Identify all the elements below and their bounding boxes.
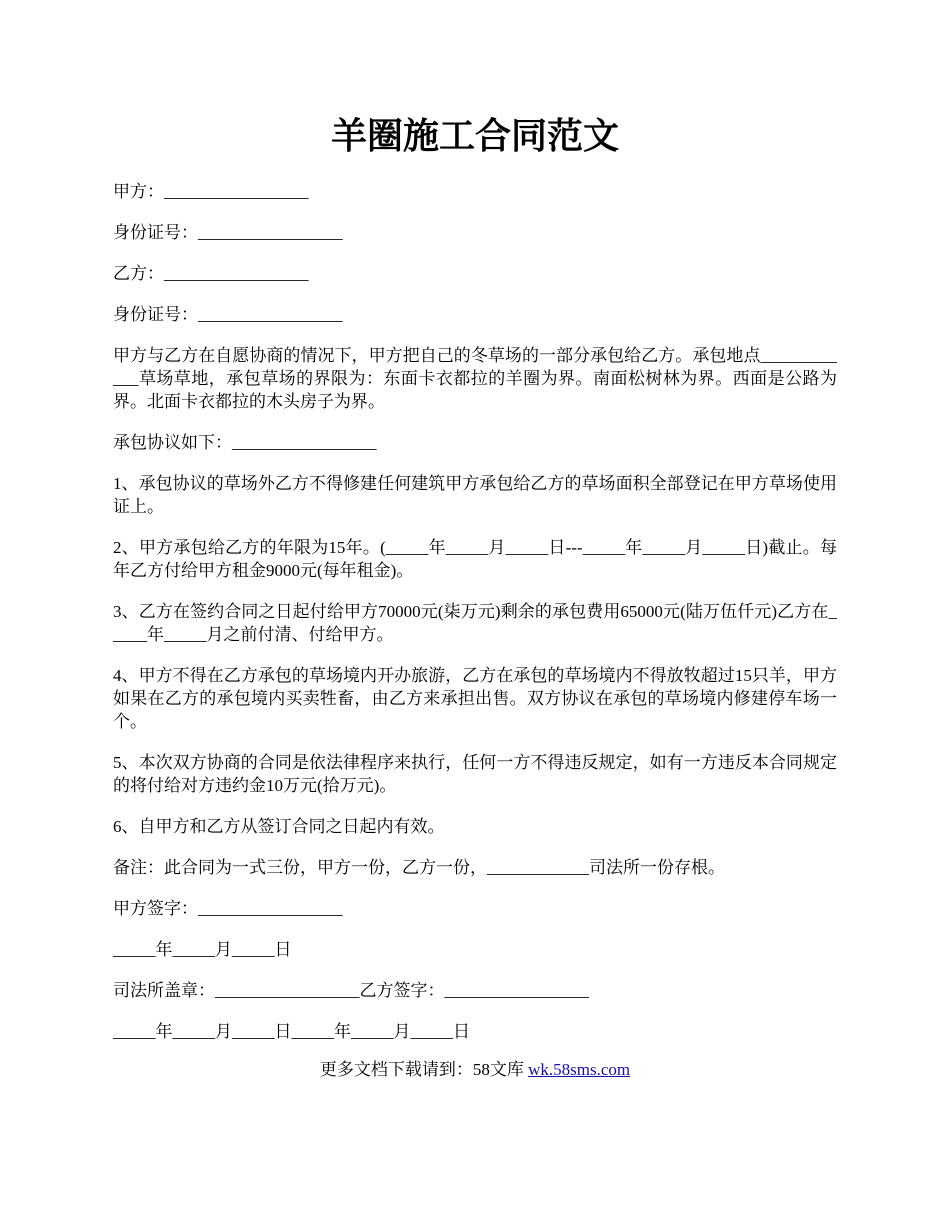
document-body — [113, 180, 837, 1061]
agreement-heading: 承包协议如下：_________________ — [113, 433, 377, 452]
seal-and-party-b-signature-line: 司法所盖章：_________________乙方签字：_________________ — [113, 981, 589, 1000]
clause-2: 2、甲方承包给乙方的年限为15年。(_____年_____月_____日---_____年_____月_____日)截止。每年乙方付给甲方租金9000元(每年租金)。 — [113, 538, 837, 580]
clause-1: 1、承包协议的草场外乙方不得修建任何建筑甲方承包给乙方的草场面积全部登记在甲方草场使用证上。 — [113, 474, 837, 516]
party-a-signature-line: 甲方签字：_________________ — [113, 899, 343, 918]
party-a-date-line: _____年_____月_____日 — [113, 940, 292, 959]
clause-5: 5、本次双方协商的合同是依法律程序来执行，任何一方不得违反规定，如有一方违反本合同规定的将付给对方违约金10万元(拾万元)。 — [113, 753, 837, 795]
party-a-line: 甲方：_________________ — [113, 182, 309, 201]
party-b-id-line: 身份证号：_________________ — [113, 305, 343, 324]
party-a-id-line: 身份证号：_________________ — [113, 223, 343, 242]
clause-3: 3、乙方在签约合同之日起付给甲方70000元(柒万元)剩余的承包费用65000元(陆万伍仟元)乙方在_____年_____月之前付清、付给甲方。 — [113, 602, 837, 644]
clause-6: 6、自甲方和乙方从签订合同之日起内有效。 — [113, 817, 445, 836]
clause-4: 4、甲方不得在乙方承包的草场境内开办旅游，乙方在承包的草场境内不得放牧超过15只羊，甲方如果在乙方的承包境内买卖牲畜，由乙方来承担出售。双方协议在承包的草场境内修建停车场一个。 — [113, 666, 837, 731]
document-title: 羊圈施工合同范文 — [330, 116, 619, 156]
party-b-line: 乙方：_________________ — [113, 264, 309, 283]
footer-link[interactable]: wk.58sms.com — [528, 1060, 631, 1079]
final-date-line: _____年_____月_____日_____年_____月_____日 — [113, 1022, 470, 1041]
footer-prefix: 更多文档下载请到：58文库 — [319, 1060, 529, 1079]
intro-paragraph: 甲方与乙方在自愿协商的情况下，甲方把自己的冬草场的一部分承包给乙方。承包地点____________草场草地，承包草场的界限为：东面卡衣都拉的羊圈为界。南面松树林为界。西面是公路为界。北面卡衣都拉的木头房子为界。 — [113, 346, 837, 411]
download-footer — [0, 1058, 950, 1081]
remark-line: 备注：此合同为一式三份，甲方一份，乙方一份，____________司法所一份存根。 — [113, 858, 725, 877]
